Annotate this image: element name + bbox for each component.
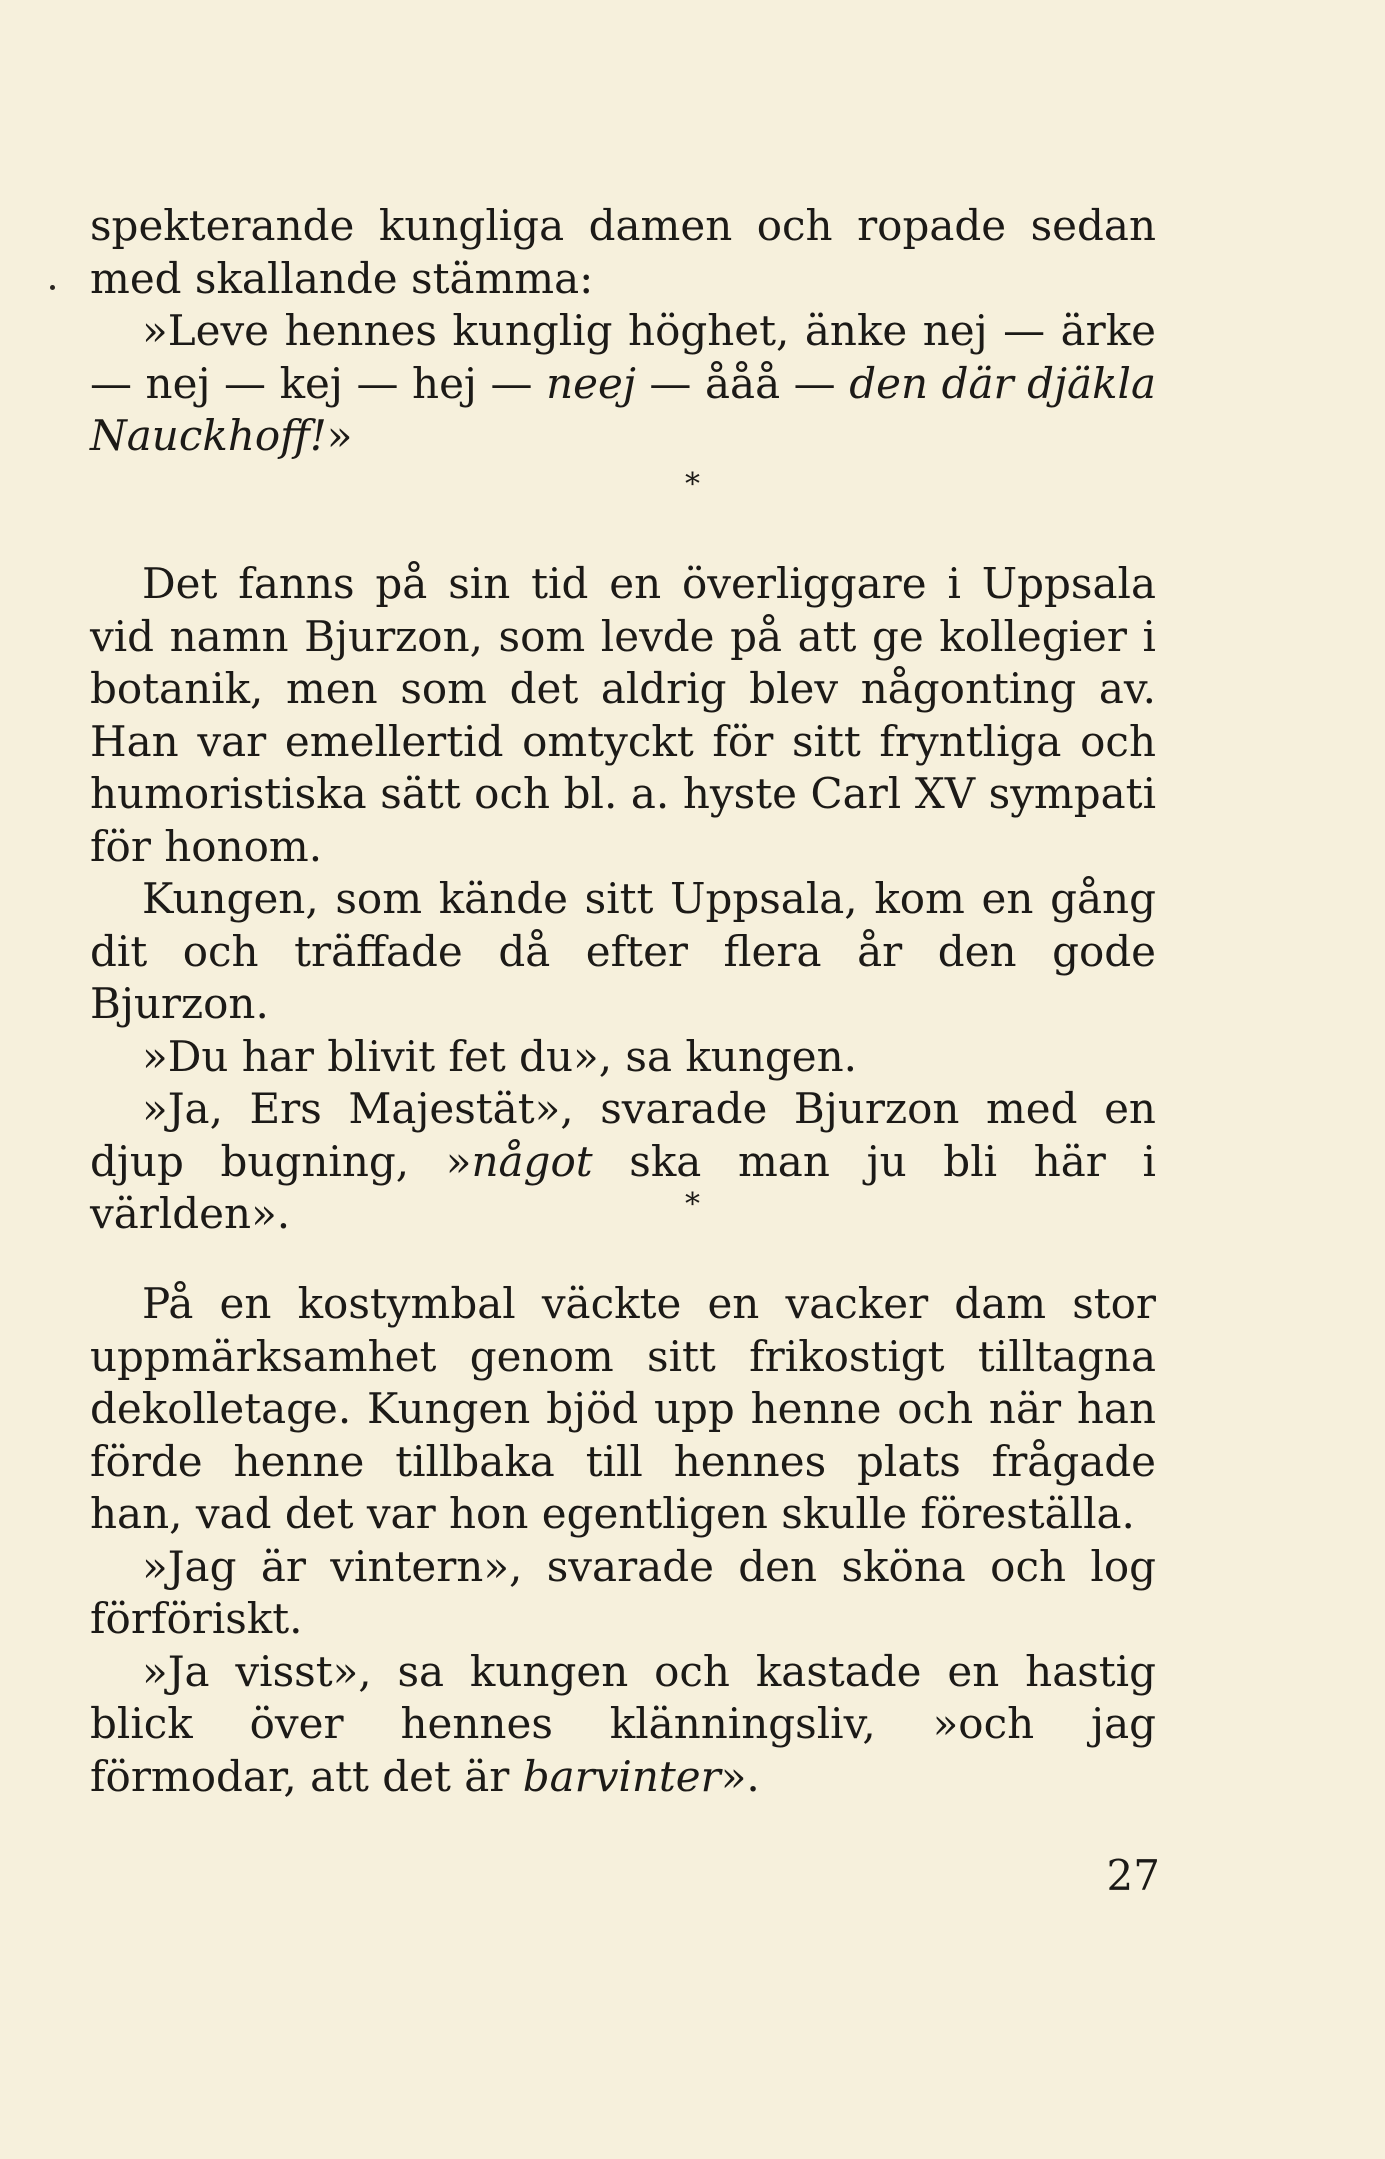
section-separator: * xyxy=(685,1187,700,1222)
page-number: 27 xyxy=(1106,1851,1160,1900)
paragraph: »Leve hennes kunglig höghet, änke nej — ärke — nej — kej — hej — neej — ååå — den där djäkla Nauckhoff!» xyxy=(90,306,1156,460)
paragraph: På en kostymbal väckte en vacker dam stor uppmärksamhet genom sitt frikostigt tilltagna dekolletage. Kungen bjöd upp henne och när han förde henne tillbaka till hennes plats frågade han, vad det var hon egentligen skulle föreställa. xyxy=(90,1279,1156,1538)
section-3 xyxy=(90,1278,1156,1803)
print-speck xyxy=(50,285,55,290)
paragraph: »Ja visst», sa kungen och kastade en hastig blick över hennes klänningsliv, »och jag förmodar, att det är barvinter». xyxy=(90,1646,1156,1801)
paragraph: Det fanns på sin tid en överliggare i Uppsala vid namn Bjurzon, som levde på att ge kollegier i botanik, men som det aldrig blev någonting av. Han var emellertid omtyckt för sitt fryntliga och humoristiska sätt och bl. a. hyste Carl XV sympati för honom. xyxy=(90,559,1156,871)
paragraph: Kungen, som kände sitt Uppsala, kom en gång dit och träffade då efter flera år den gode Bjurzon. xyxy=(90,874,1156,1028)
section-1 xyxy=(90,200,1156,463)
section-2 xyxy=(90,558,1156,1241)
paragraph: spekterande kungliga damen och ropade sedan med skallande stämma: xyxy=(90,201,1156,303)
paragraph: »Jag är vintern», svarade den sköna och log förföriskt. xyxy=(90,1541,1156,1643)
paragraph: »Du har blivit fet du», sa kungen. xyxy=(142,1031,858,1081)
paragraph: »Ja, Ers Majestät», svarade Bjurzon med en djup bugning, »något ska man ju bli här i världen». xyxy=(90,1084,1156,1238)
section-separator: * xyxy=(685,467,700,502)
